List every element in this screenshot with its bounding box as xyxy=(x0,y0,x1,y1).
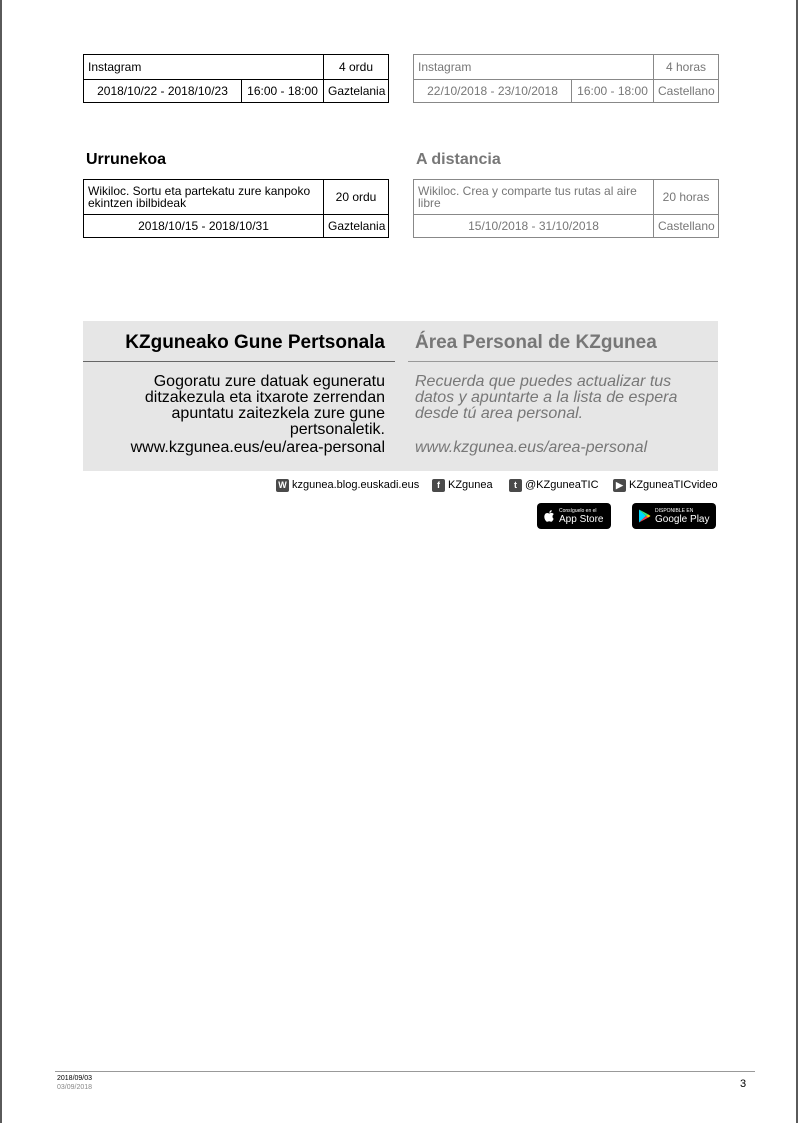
footer-divider xyxy=(55,1071,755,1072)
google-play-badge[interactable] xyxy=(632,503,716,529)
personal-area-title-es: Área Personal de KZgunea xyxy=(415,332,657,353)
course-table-wikiloc-es xyxy=(413,179,719,238)
social-link-twitter[interactable] xyxy=(509,478,599,492)
course-hours: 20 ordu xyxy=(324,180,389,215)
course-language: Gaztelania xyxy=(324,80,389,103)
google-play-icon xyxy=(638,509,651,523)
apple-icon xyxy=(543,509,555,523)
personal-area-text-es: Recuerda que puedes actualizar tus datos y apuntarte a la lista de espera desde tú area personal. xyxy=(415,373,678,422)
facebook-icon: f xyxy=(432,479,445,492)
social-label: kzgunea.blog.euskadi.eus xyxy=(292,479,420,491)
personal-area-text-eu: Gogoratu zure datuak eguneratu ditzakezula eta itxarote zerrendan apuntatu zaitezkela zure gune pertsonaletik. xyxy=(144,373,385,438)
page-number: 3 xyxy=(740,1078,747,1090)
app-store-small: Consíguelo en el xyxy=(559,507,597,514)
course-dates: 22/10/2018 - 23/10/2018 xyxy=(414,80,572,103)
social-link-blog[interactable] xyxy=(276,478,419,492)
course-hours: 20 horas xyxy=(654,180,719,215)
course-language: Castellano xyxy=(654,215,719,238)
course-dates: 15/10/2018 - 31/10/2018 xyxy=(414,215,654,238)
app-store-big: App Store xyxy=(559,513,604,525)
course-dates: 2018/10/22 - 2018/10/23 xyxy=(84,80,242,103)
footer-date-es: 03/09/2018 xyxy=(57,1084,93,1091)
google-play-big: Google Play xyxy=(655,513,710,525)
course-dates: 2018/10/15 - 2018/10/31 xyxy=(84,215,324,238)
course-language: Gaztelania xyxy=(324,215,389,238)
social-label: KZgunea xyxy=(448,479,493,491)
section-heading-es: A distancia xyxy=(416,151,501,168)
course-name: Wikiloc. Crea y comparte tus rutas al aire libre xyxy=(414,180,654,215)
course-hours: 4 horas xyxy=(654,55,719,80)
course-table-wikiloc-eu xyxy=(83,179,389,238)
social-label: KZguneaTICvideo xyxy=(629,479,718,491)
social-label: @KZguneaTIC xyxy=(525,479,599,491)
course-name: Instagram xyxy=(84,55,324,80)
course-time: 16:00 - 18:00 xyxy=(572,80,654,103)
youtube-icon: ▶ xyxy=(613,479,626,492)
app-store-text xyxy=(559,508,603,525)
course-table-instagram-es xyxy=(413,54,719,103)
social-link-youtube[interactable] xyxy=(613,478,718,492)
course-name: Wikiloc. Sortu eta partekatu zure kanpoko ekintzen ibilbideak xyxy=(84,180,324,215)
app-store-badge[interactable] xyxy=(537,503,611,529)
wordpress-icon: W xyxy=(276,479,289,492)
personal-area-link-es[interactable]: www.kzgunea.eus/area-personal xyxy=(415,439,648,456)
divider xyxy=(83,361,395,362)
personal-area-link-eu[interactable]: www.kzgunea.eus/eu/area-personal xyxy=(130,439,385,456)
personal-area-title-eu: KZguneako Gune Pertsonala xyxy=(125,332,385,353)
course-name: Instagram xyxy=(414,55,654,80)
section-heading-eu: Urrunekoa xyxy=(86,151,167,168)
google-play-small: DISPONIBLE EN xyxy=(655,507,694,514)
google-play-text xyxy=(655,508,709,525)
footer-date-eu: 2018/09/03 xyxy=(57,1075,93,1082)
course-table-instagram-eu xyxy=(83,54,389,103)
social-link-facebook[interactable] xyxy=(432,478,493,492)
course-language: Castellano xyxy=(654,80,719,103)
twitter-icon: t xyxy=(509,479,522,492)
course-hours: 4 ordu xyxy=(324,55,389,80)
divider xyxy=(408,361,718,362)
course-time: 16:00 - 18:00 xyxy=(242,80,324,103)
